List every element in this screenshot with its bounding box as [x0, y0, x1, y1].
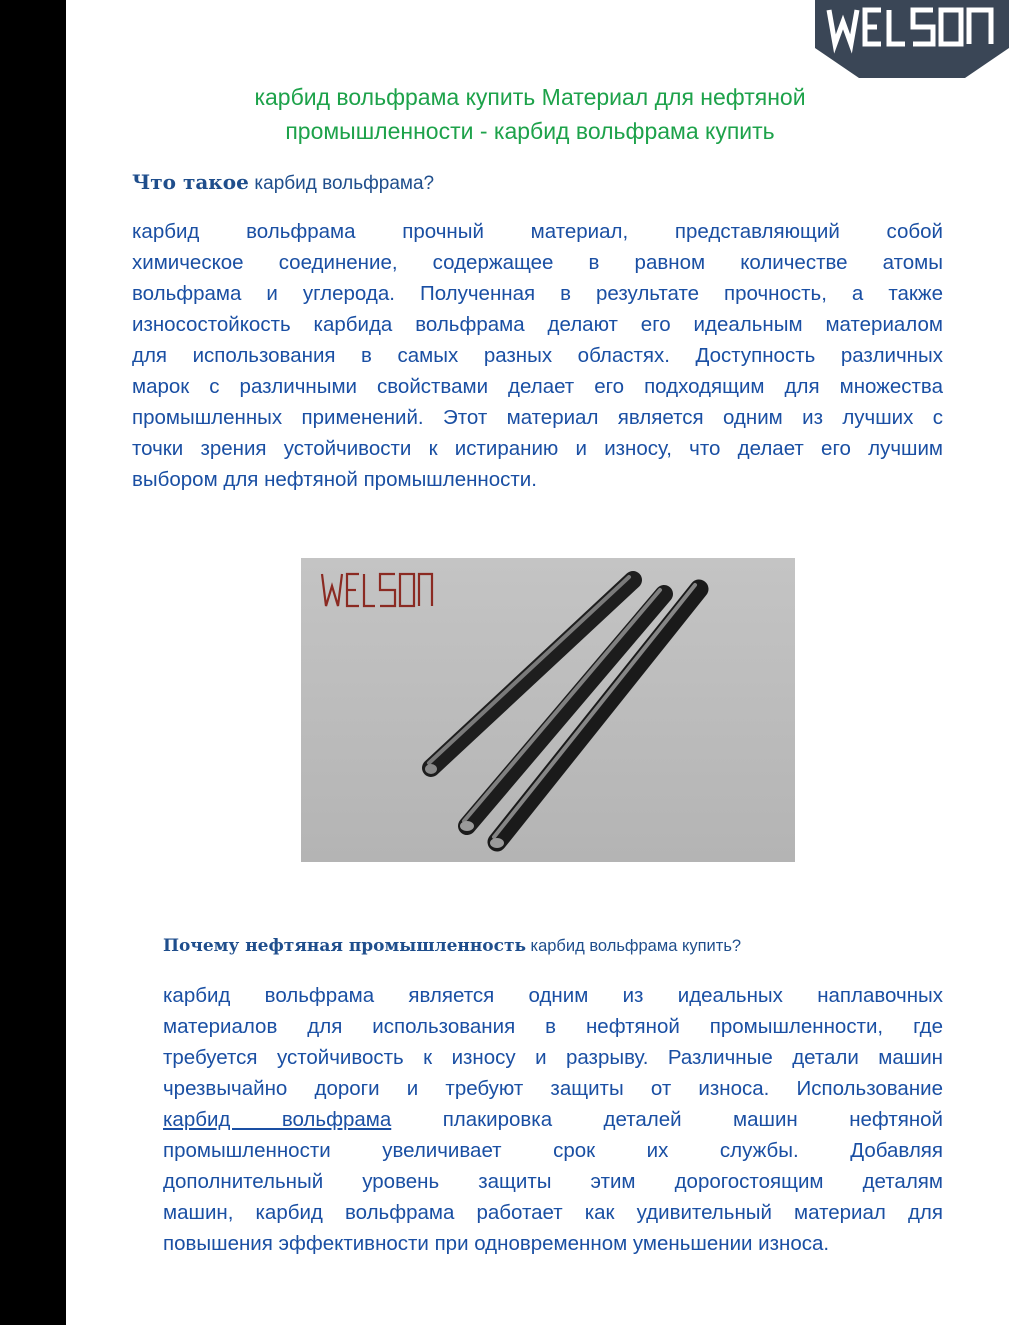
- welson-logo: [815, 0, 1009, 78]
- paragraph-line: требуется устойчивость к износу и разрыву. Различные детали машин: [163, 1046, 943, 1069]
- section1-heading-bold: Что такое: [132, 170, 249, 194]
- paragraph-line: карбид вольфрама прочный материал, представляющий собой: [132, 220, 943, 243]
- section1-heading-rest: карбид вольфрама?: [254, 173, 435, 194]
- section2-heading-rest: карбид вольфрама купить?: [530, 937, 742, 955]
- paragraph-line: чрезвычайно дороги и требуют защиты от износа. Использование: [163, 1077, 943, 1100]
- left-sidebar-bar: [0, 0, 66, 1325]
- paragraph-line: промышленности увеличивает срок их службы. Добавляя: [163, 1139, 943, 1162]
- paragraph-line: вольфрама и углерода. Полученная в результате прочность, а также: [132, 282, 943, 305]
- section2-heading-bold: Почему нефтяная промышленность: [163, 936, 527, 956]
- paragraph-line: промышленных применений. Этот материал является одним из лучших с: [132, 406, 943, 429]
- paragraph-line: марок с различными свойствами делает его подходящим для множества: [132, 375, 943, 398]
- section2-heading: [163, 936, 741, 956]
- paragraph-line: химическое соединение, содержащее в равном количестве атомы: [132, 251, 943, 274]
- carbide-rods-image: [301, 558, 795, 862]
- paragraph-line: выбором для нефтяной промышленности.: [132, 468, 537, 491]
- paragraph-line: машин, карбид вольфрама работает как удивительный материал для: [163, 1201, 943, 1224]
- paragraph-line: для использования в самых разных областях. Доступность различных: [132, 344, 943, 367]
- link-line-rest: плакировка деталей машин нефтяной: [442, 1108, 943, 1131]
- paragraph-line: износостойкость карбида вольфрама делают его идеальным материалом: [132, 313, 943, 336]
- paragraph-line: дополнительный уровень защиты этим дорогостоящим деталям: [163, 1170, 943, 1193]
- paragraph-line-with-link: [163, 1104, 943, 1135]
- section2-paragraph: [163, 980, 943, 1259]
- tungsten-carbide-link[interactable]: карбид вольфрама: [163, 1108, 392, 1131]
- page-title: [150, 80, 910, 148]
- section1-paragraph: [132, 216, 943, 495]
- title-line-2: промышленности - карбид вольфрама купить: [285, 118, 775, 144]
- paragraph-line: повышения эффективности при одновременном уменьшении износа.: [163, 1232, 830, 1255]
- paragraph-line: материалов для использования в нефтяной промышленности, где: [163, 1015, 943, 1038]
- section1-heading: [132, 170, 434, 195]
- paragraph-line: точки зрения устойчивости к истиранию и износу, что делает его лучшим: [132, 437, 943, 460]
- paragraph-line: карбид вольфрама является одним из идеальных наплавочных: [163, 984, 943, 1007]
- title-line-1: карбид вольфрама купить Материал для нефтяной: [254, 84, 806, 110]
